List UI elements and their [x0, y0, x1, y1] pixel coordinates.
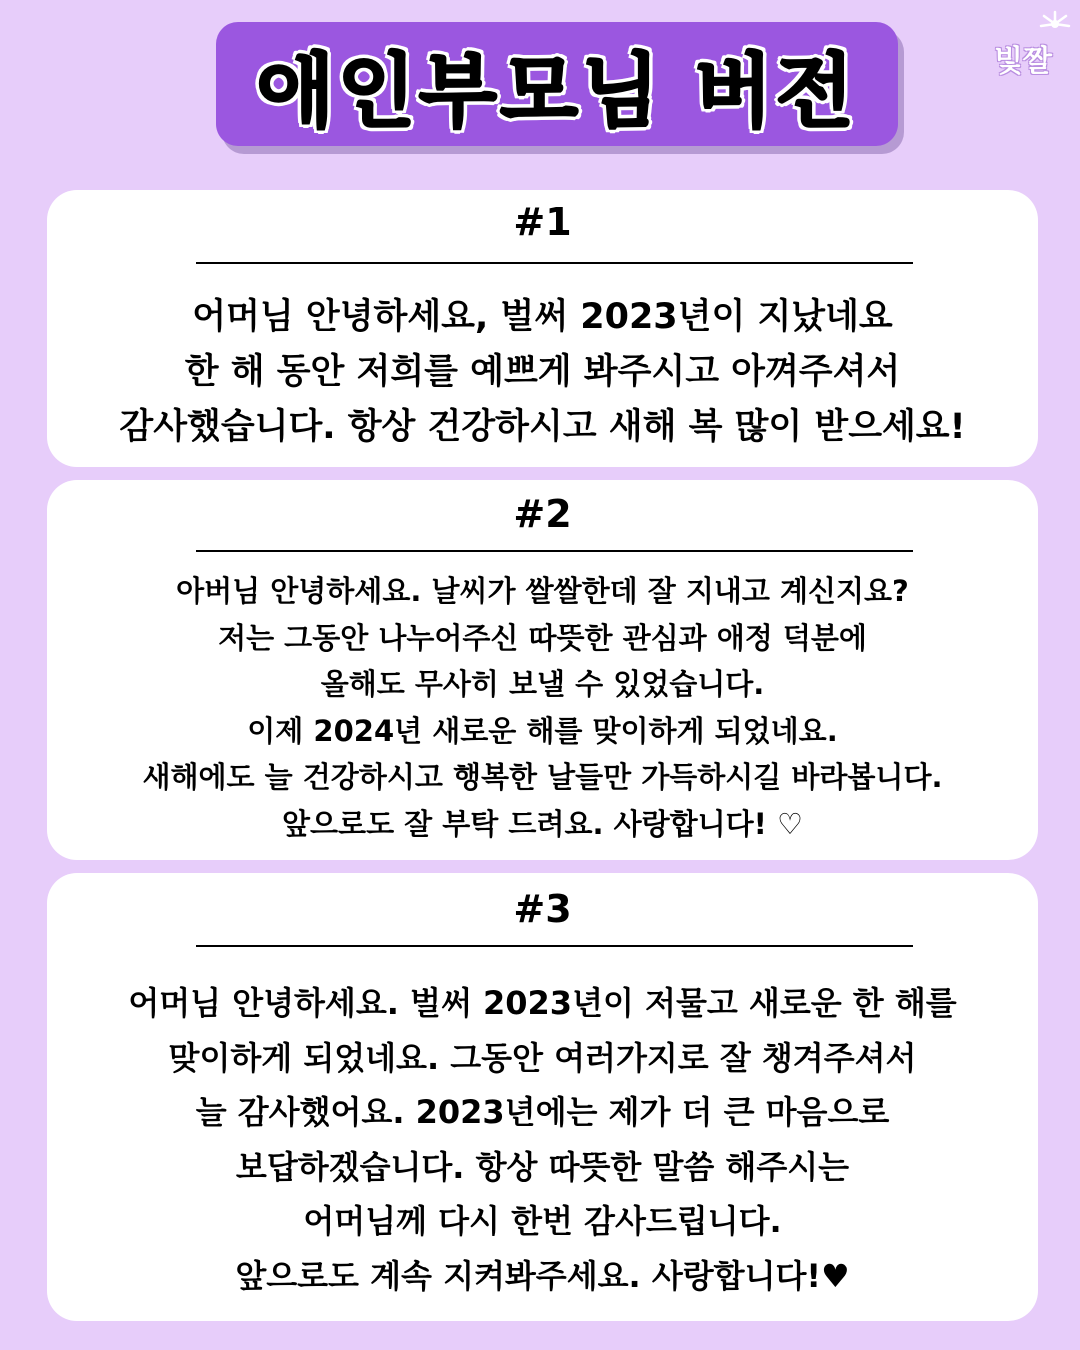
- title-banner: [216, 22, 904, 152]
- message-line: 한 해 동안 저희를 예쁘게 봐주시고 아껴주셔서: [184, 352, 901, 392]
- message-line: 어머님 안녕하세요. 벌써 2023년이 저물고 새로운 한 해를: [128, 984, 957, 1022]
- message-line: 저는 그동안 나누어주신 따뜻한 관심과 애정 덕분에: [218, 620, 867, 655]
- message-line: 새해에도 늘 건강하시고 행복한 날들만 가득하시길 바라봅니다.: [142, 760, 943, 794]
- message-line: 감사했습니다. 항상 건강하시고 새해 복 많이 받으세요!: [119, 407, 966, 447]
- message-line: 앞으로도 계속 지켜봐주세요. 사랑합니다!♥: [235, 1256, 850, 1295]
- brand-logo: [990, 10, 1076, 80]
- message-text: [47, 976, 1038, 1303]
- divider: [196, 262, 913, 264]
- card-number: #2: [513, 492, 572, 536]
- title-banner-box: [216, 22, 898, 146]
- message-line: 보답하겠습니다. 항상 따뜻한 말씀 해주시는: [235, 1147, 850, 1186]
- page-title: 애인부모님 버전: [256, 44, 858, 138]
- message-text: [47, 568, 1038, 847]
- message-card-1: [47, 190, 1038, 467]
- message-line: 앞으로도 잘 부탁 드려요. 사랑합니다! ♡: [282, 806, 803, 841]
- card-number: #3: [513, 887, 572, 931]
- message-card-2: [47, 480, 1038, 860]
- message-line: 올해도 무사히 보낼 수 있었습니다.: [320, 667, 765, 701]
- brand-logo-text: 빛짤: [994, 44, 1052, 79]
- message-line: 맞이하게 되었네요. 그동안 여러가지로 잘 챙겨주셔서: [168, 1038, 917, 1077]
- message-line: 늘 감사했어요. 2023년에는 제가 더 큰 마음으로: [195, 1093, 890, 1131]
- card-number: #1: [513, 200, 572, 244]
- message-text: [47, 290, 1038, 455]
- divider: [196, 945, 913, 947]
- message-line: 어머님께 다시 한번 감사드립니다.: [303, 1202, 782, 1240]
- divider: [196, 550, 913, 552]
- message-card-3: [47, 873, 1038, 1321]
- message-line: 이제 2024년 새로운 해를 맞이하게 되었네요.: [247, 713, 838, 748]
- message-line: 아버님 안녕하세요. 날씨가 쌀쌀한데 잘 지내고 계신지요?: [176, 574, 909, 608]
- message-line: 어머님 안녕하세요, 벌써 2023년이 지났네요: [192, 297, 893, 337]
